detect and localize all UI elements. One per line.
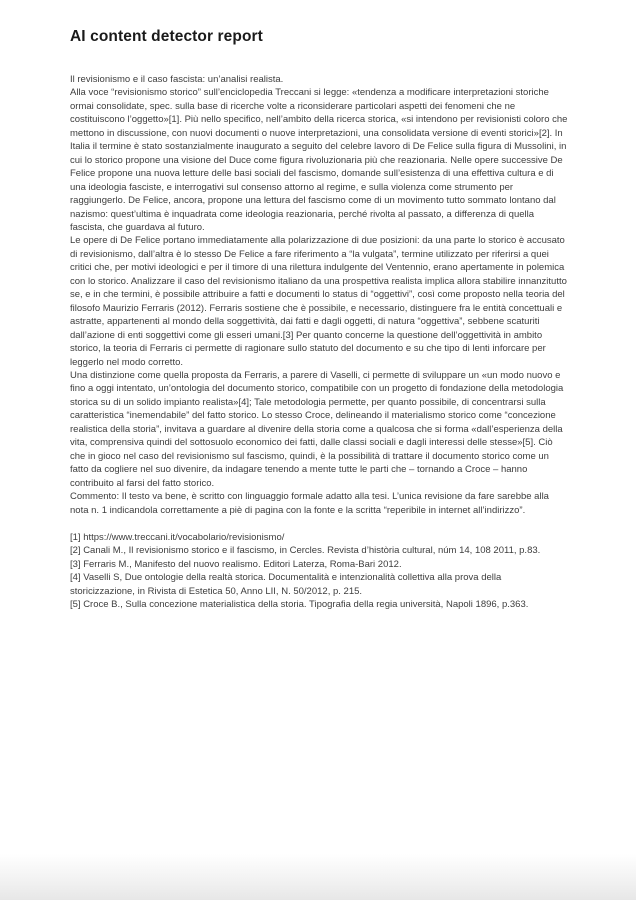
report-body bbox=[70, 73, 568, 612]
report-content bbox=[70, 28, 568, 612]
comment-paragraph: Commento: Il testo va bene, è scritto con linguaggio formale adatto alla tesi. L’unica revisione da fare sarebbe alla nota n. 1 indicandola correttamente a piè di pagina con la fonte e la scritta “reperibile in internet all’indirizzo”. bbox=[70, 491, 549, 516]
essay-heading-line: Il revisionismo e il caso fascista: un’analisi realista. bbox=[70, 74, 284, 85]
footnote: [4] Vaselli S, Due ontologie della realtà storica. Documentalità e intenzionalità collettiva alla prova della storicizzazione, in Rivista di Estetica 50, Anno LII, N. 50/2012, p. 215. bbox=[70, 572, 502, 597]
footnote: [1] https://www.treccani.it/vocabolario/revisionismo/ bbox=[70, 531, 285, 543]
essay-paragraph: Le opere di De Felice portano immediatamente alla polarizzazione di due posizioni: da una parte lo storico è accusato di revisionismo, dall’altra è lo stesso De Felice a fare riferimento a “la vulgata”, termine utilizzato per riferirsi a quei critici che, per motivi ideologici e per il timore di una rilettura indulgente del Ventennio, erano apertamente in polemica con lo storico. Analizzare il caso del revisionismo italiano da una prospettiva realista implica allora stabilire innanzitutto se, e in che termini, è possibile attribuire a fatti e documenti lo status di “oggettivi”, così come proposto nella teoria del filosofo Maurizio Ferraris (2012). Ferraris sostiene che è possibile, e necessario, distinguere fra le entità concettuali e astratte, appartenenti al mondo della soggettività, dai fatti e dagli oggetti, di natura “oggettiva”, sebbene scaturiti dall’azione di enti soggettivi come gli esseri umani.[3] Per quanto concerne la questione dell’oggettività in ambito storico, la teoria di Ferraris ci permette di ragionare sullo statuto del documento e su che tipo di lenti inforcare per leggerlo nel modo corretto. bbox=[70, 235, 567, 368]
footnote: [2] Canali M., Il revisionismo storico e il fascismo, in Cercles. Revista d’història cultural, núm 14, 108 2011, p.83. bbox=[70, 545, 541, 557]
footnote: [3] Ferraris M., Manifesto del nuovo realismo. Editori Laterza, Roma-Bari 2012. bbox=[70, 558, 402, 570]
essay-paragraph: Alla voce “revisionismo storico” sull’enciclopedia Treccani si legge: «tendenza a modificare interpretazioni storiche ormai consolidate, spec. sulla base di ricerche volte a riconsiderare particolari aspetti dei fenomeni che ne costituiscono l’oggetto»[1]. Più nello specifico, nell’ambito della ricerca storica, «si intendono per revisionisti coloro che mettono in discussione, con nuovi documenti o nuove interpretazioni, una consolidata versione di eventi storici»[2]. In Italia il termine è stato sostanzialmente inaugurato a seguito del celebre lavoro di De Felice sulla figura di Mussolini, in cui lo storico propone una visione del Duce come figura rivoluzionaria più che reazionaria. Nelle opere successive De Felice propone una nuova letture delle basi sociali del fascismo, domande sull’esistenza di una effettiva cultura e di una ideologia fasciste, e interrogativi sul consenso attorno al regime, e sulla violenza come strumento per raggiungerlo. De Felice, ancora, propone una lettura del fascismo come di un movimento tutto sommato lontano dal nazismo: quest’ultima è inquadrata come ideologia reazionaria, perché rivolta al passato, a differenza di quella fascista, che guardava al futuro. bbox=[70, 87, 568, 233]
page-bottom-fade bbox=[0, 854, 636, 900]
report-title: AI content detector report bbox=[70, 28, 263, 45]
footnote: [5] Croce B., Sulla concezione materialistica della storia. Tipografia della regia università, Napoli 1896, p.363. bbox=[70, 599, 529, 611]
footnotes-section bbox=[70, 531, 568, 612]
essay-paragraph: Una distinzione come quella proposta da Ferraris, a parere di Vaselli, ci permette di sviluppare un «un modo nuovo e fino a oggi intentato, un’ontologia del documento storico, compatibile con un progetto di fondazione della metodologia storica su di un solido impianto realista»[4]; Tale metodologia permette, per quanto possibile, di concentrarsi sulla caratteristica “inemendabile” del fatto storico. Lo stesso Croce, delineando il materialismo storico come “concezione realistica della storia”, invitava a guardare al divenire della storia come a qualcosa che si forma «dall’esperienza della vita, comprensiva quindi del sottosuolo economico dei fatti, dalle classi sociali e dagli interessi delle stesse»[5]. Ciò che in gioco nel caso del revisionismo sul fascismo, quindi, è la possibilità di trattare il documento storico come un fatto da cogliere nel suo divenire, da indagare tenendo a mente tutte le parti che – tornando a Croce – hanno contribuito al farsi del fatto storico. bbox=[70, 369, 564, 489]
